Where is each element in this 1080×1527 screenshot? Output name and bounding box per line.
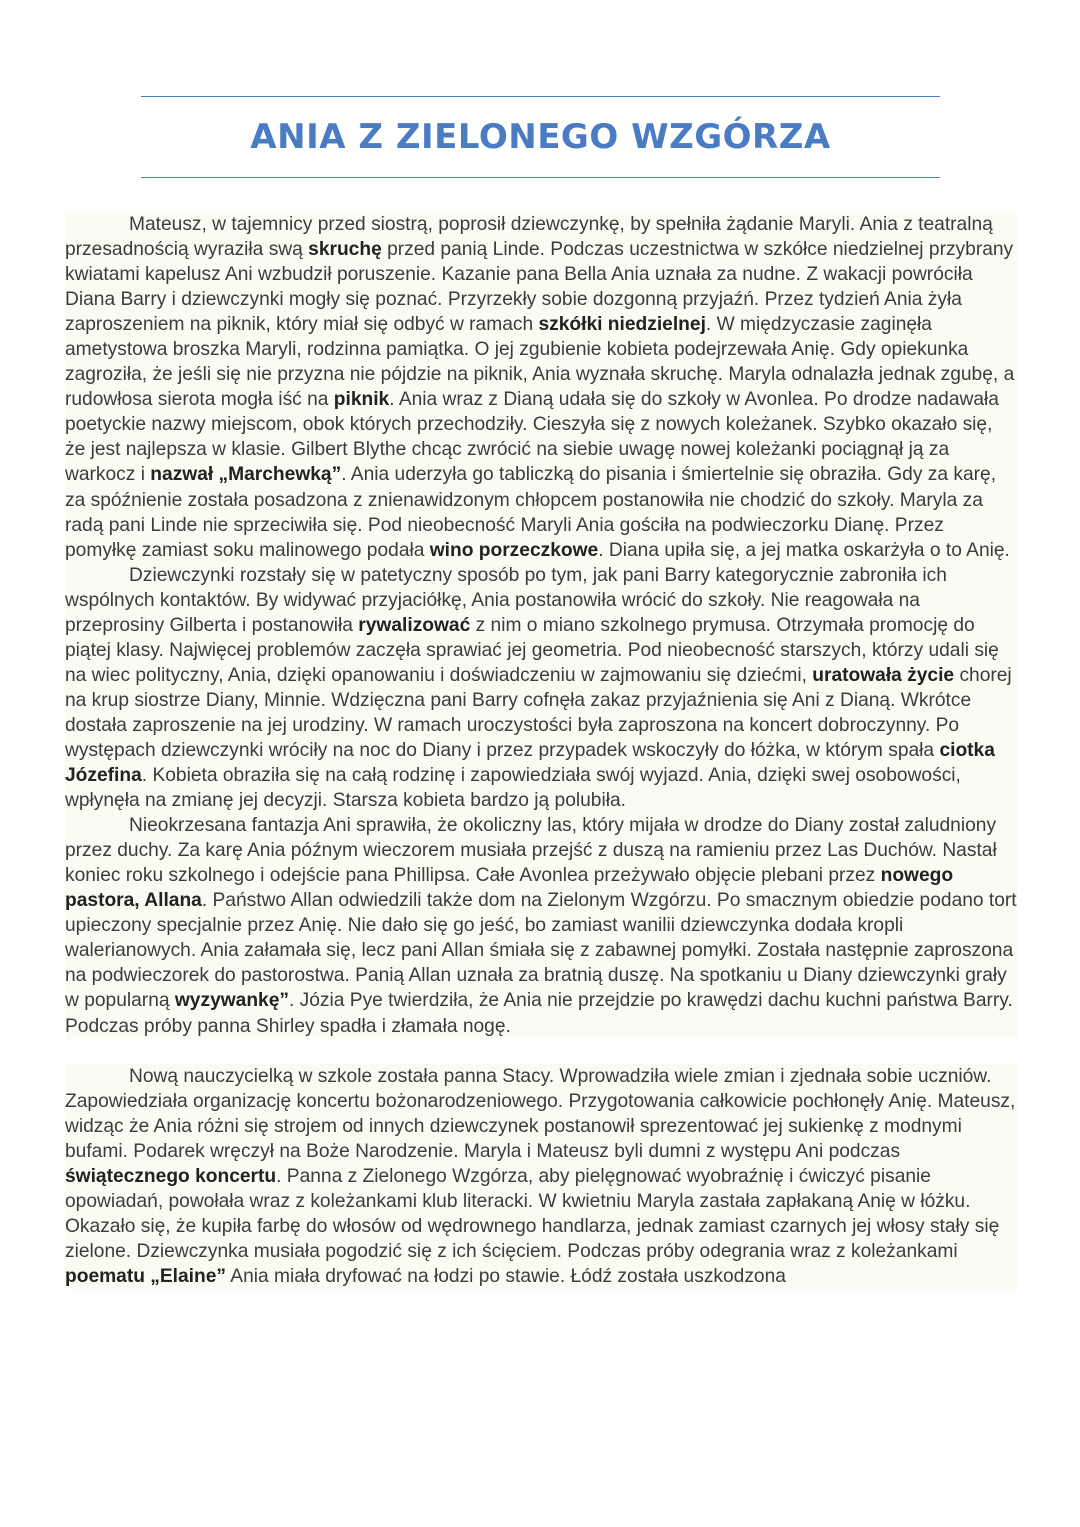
bold-phrase: piknik [333,389,390,411]
bold-phrase: wyzywankę” [174,990,289,1012]
bold-phrase: wino porzeczkowe [429,539,599,561]
paragraph [65,563,1017,813]
text-run: chorej na krup siostrze Diany, Minnie. Wdzięczna pani Barry cofnęła zakaz przyjaźnienia się Ani z Dianą. Wkrótce dostała zaproszenie na jej urodziny. W ramach uroczystości była zaproszona na koncert dobroczynny. Po występach dziewczynki wróciły na noc do Diany i przez przypadek wskoczyły do łóżka, w którym spała [65,664,1012,761]
text-run: . Państwo Allan odwiedzili także dom na Zielonym Wzgórzu. Po smacznym obiedzie podano tort upieczony specjalnie przez Anię. Nie dało się go jeść, bo zamiast wanilii dziewczynka dodała kropli walerianowych. Ania załamała się, lecz pani Allan śmiała się z zabawnej pomyłki. Została następnie zaproszona na podwieczorek do pastorostwa. Panią Allan uznała za bratnią duszę. Na spotkaniu u Diany dziewczynki grały w popularną [65,890,1017,1012]
bold-phrase: świątecznego koncertu [65,1165,277,1187]
text-run: przed panią Linde. Podczas uczestnictwa w szkółce niedzielnej przybrany kwiatami kapelusz Ani wzbudził poruszenie. Kazanie pana Bella Ania uznała za nudne. Z wakacji powróciła Diana Barry i dziewczynki mogły się poznać. Przyrzekły sobie dozgonną przyjaźń. Przez tydzień Ania żyła zaproszeniem na piknik, który miał się odbyć w ramach [65,239,1014,336]
text-run: . Panna z Zielonego Wzgórza, aby pielęgnować wyobraźnię i ćwiczyć pisanie opowiadań, powołała wraz z koleżankami klub literacki. W kwietniu Maryla zastała zapłakaną Anię w łóżku. Okazało się, że kupiła farbę do włosów od wędrownego handlarza, jednak zamiast czarnych jej włosy stały się zielone. Dziewczynka musiała pogodzić się z ich ścięciem. Podczas próby odegrania wraz z koleżankami [65,1165,1000,1262]
text-run: . W międzyczasie zaginęła ametystowa broszka Maryli, rodzinna pamiątka. O jej zgubienie kobieta podejrzewała Anię. Gdy opiekunka zagroziła, że jeśli się nie przyzna nie pójdzie na piknik, Ania wyznała skruchę. Maryla odnalazła jednak zgubę, a rudowłosa sierota mogła iść na [65,314,1015,411]
bold-phrase: poematu „Elaine” [65,1265,226,1287]
paragraph [65,1064,1017,1289]
bold-phrase: nazwał „Marchewką” [150,464,342,486]
text-run: . Diana upiła się, a jej matka oskarżyła o to Anię. [598,539,1010,561]
document-title: ANIA Z ZIELONEGO WZGÓRZA [250,117,831,157]
bold-phrase: skruchę [308,239,382,261]
bold-phrase: ciotka Józefina [65,739,995,787]
text-run: . Kobieta obraziła się na całą rodzinę i zapowiedziała swój wyjazd. Ania, dzięki swej osobowości, wpłynęła na zmianę jej decyzji. Starsza kobieta bardzo ją polubiła. [65,765,961,812]
text-run: Dziewczynki rozstały się w patetyczny sposób po tym, jak pani Barry kategorycznie zabroniła ich wspólnych kontaktów. By widywać przyjaciółkę, Ania postanowiła wrócić do szkoły. Nie reagowała na przeprosiny Gilberta i postanowiła [65,564,947,636]
title-bottom-rule [141,177,940,178]
bold-phrase: szkółki niedzielnej [538,314,706,336]
text-run: Nieokrzesana fantazja Ani sprawiła, że okoliczny las, który mijała w drodze do Diany został zaludniony przez duchy. Za karę Ania późnym wieczorem musiała przejść z duszą na ramieniu przez Las Duchów. Nastał koniec roku szkolnego i odejście pana Phillipsa. Całe Avonlea przeżywało objęcie plebani przez [65,815,997,887]
text-run: z nim o miano szkolnego prymusa. Otrzymała promocję do piątej klasy. Najwięcej problemów zaczęła sprawiać jej geometria. Pod nieobecność starszych, którzy udali się na wiec polityczny, Ania, dzięki opanowaniu i doświadczeniu w zajmowaniu się dziećmi, [65,614,999,686]
bold-phrase: nowego pastora, Allana [65,865,954,912]
bold-phrase: rywalizować [358,614,471,636]
paragraph [65,212,1017,563]
document-body [65,212,1017,1289]
text-run: . Ania wraz z Dianą udała się do szkoły w Avonlea. Po drodze nadawała poetyckie nazwy miejscom, obok których przechodziły. Cieszyła się z nowych koleżanek. Szybko okazało się, że jest najlepsza w klasie. Gilbert Blythe chcąc zwrócić na siebie uwagę nowej koleżanki pociągnął ją za warkocz i [65,389,999,486]
text-run: Mateusz, w tajemnicy przed siostrą, poprosił dziewczynkę, by spełniła żądanie Maryli. Ania z teatralną przesadnością wyraziła swą [65,214,993,261]
paragraph [65,813,1017,1038]
text-run: Nową nauczycielką w szkole została panna Stacy. Wprowadziła wiele zmian i zjednała sobie uczniów. Zapowiedziała organizację koncertu bożonarodzeniowego. Przygotowania całkowicie pochłonęły Anię. Mateusz, widząc że Ania różni się strojem od innych dziewczynek postanowił sprezentować jej sukienkę z modnymi bufami. Podarek wręczył na Boże Narodzenie. Maryla i Mateusz byli dumni z występu Ani podczas [65,1065,1016,1162]
text-run: . Ania uderzyła go tabliczką do pisania i śmiertelnie się obraziła. Gdy za karę, za spóźnienie została posadzona z znienawidzonym chłopcem postanowiła nie chodzić do szkoły. Maryla za radą pani Linde nie sprzeciwiła się. Pod nieobecność Maryli Ania gościła na podwieczorku Dianę. Przez pomyłkę zamiast soku malinowego podała [65,464,997,561]
text-run: . Józia Pye twierdziła, że Ania nie przejdzie po krawędzi dachu kuchni państwa Barry. Podczas próby panna Shirley spadła i złamała nogę. [65,990,1013,1037]
bold-phrase: uratowała życie [812,664,955,686]
text-run: Ania miała dryfować na łodzi po stawie. Łódź została uszkodzona [226,1265,786,1287]
title-top-rule [141,96,940,97]
